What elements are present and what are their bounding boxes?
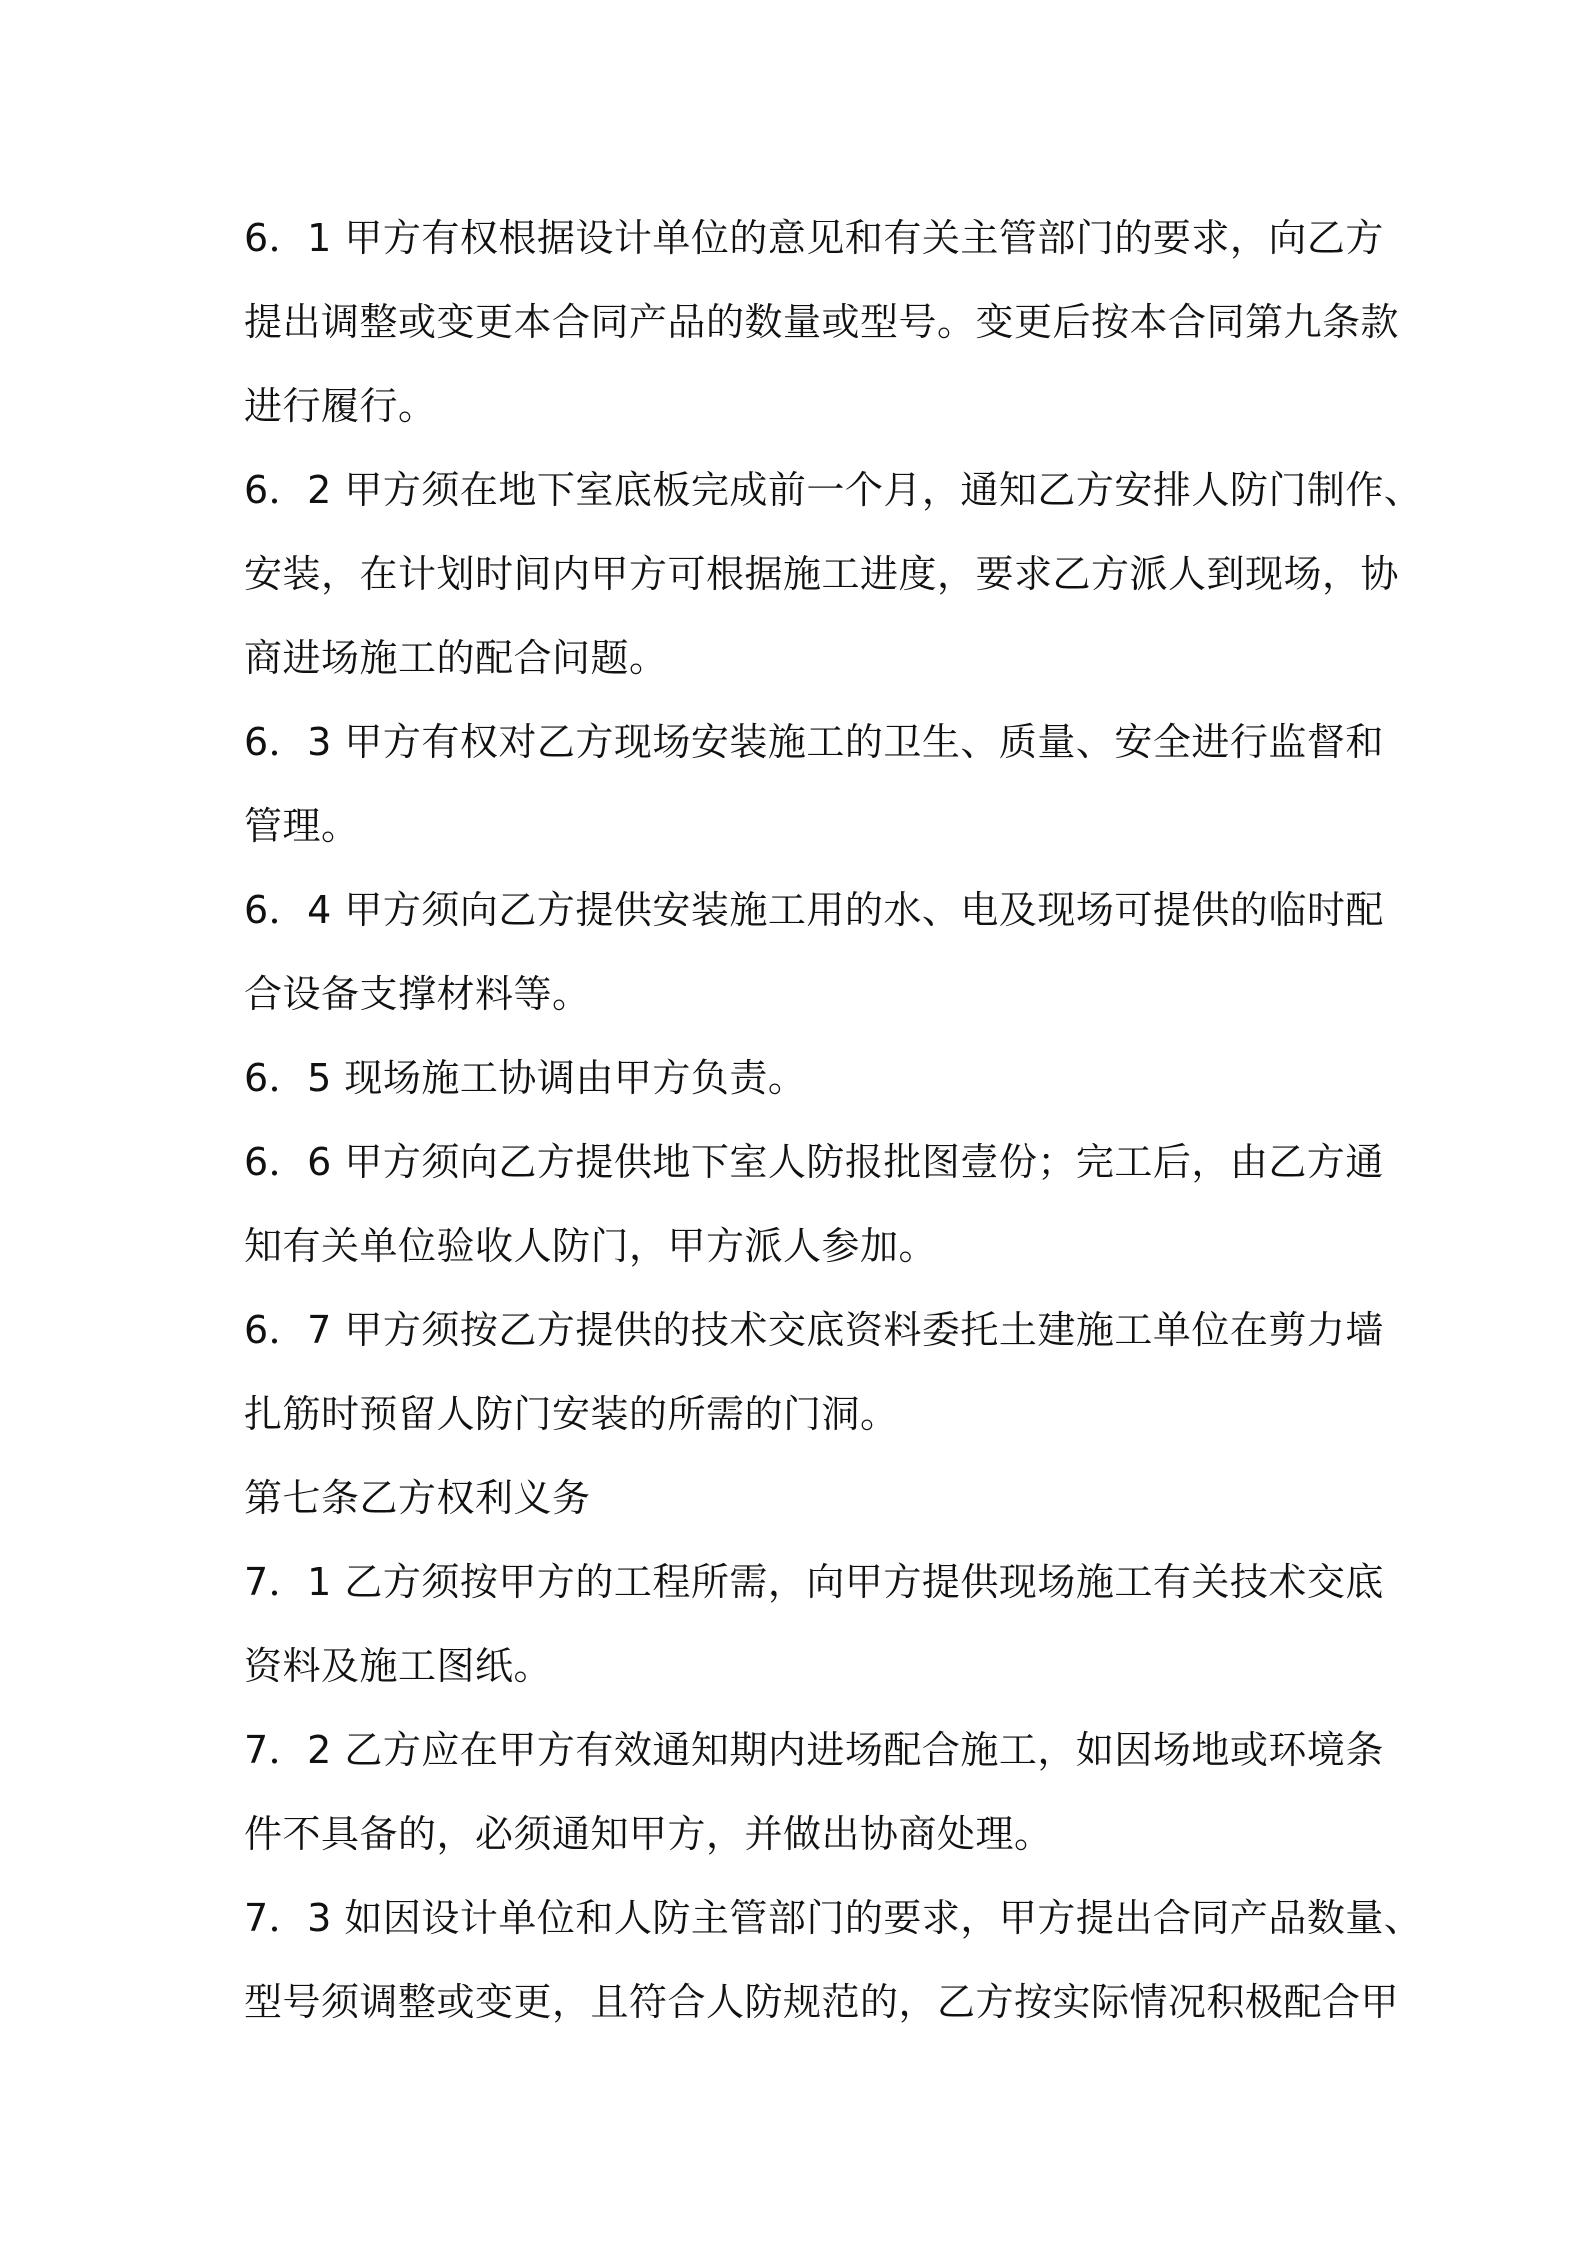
- text-line: 6．4 甲方须向乙方提供安装施工用的水、电及现场可提供的临时配: [244, 888, 1384, 932]
- text-line: 合设备支撑材料等。: [244, 972, 591, 1016]
- text-line: 6．5 现场施工协调由甲方负责。: [244, 1056, 807, 1100]
- text-line: 7．3 如因设计单位和人防主管部门的要求，甲方提出合同产品数量、: [244, 1896, 1423, 1940]
- text-line: 商进场施工的配合问题。: [244, 636, 668, 680]
- text-line: 件不具备的，必须通知甲方，并做出协商处理。: [244, 1812, 1053, 1856]
- text-line: 安装，在计划时间内甲方可根据施工进度，要求乙方派人到现场，协: [244, 552, 1400, 596]
- text-line: 7．1 乙方须按甲方的工程所需，向甲方提供现场施工有关技术交底: [244, 1560, 1384, 1604]
- text-line: 6．1 甲方有权根据设计单位的意见和有关主管部门的要求，向乙方: [244, 216, 1384, 260]
- text-line: 6．7 甲方须按乙方提供的技术交底资料委托土建施工单位在剪力墙: [244, 1308, 1384, 1352]
- text-line: 进行履行。: [244, 384, 437, 428]
- text-line: 知有关单位验收人防门，甲方派人参加。: [244, 1224, 938, 1268]
- text-line: 6．2 甲方须在地下室底板完成前一个月，通知乙方安排人防门制作、: [244, 468, 1423, 512]
- text-line: 提出调整或变更本合同产品的数量或型号。变更后按本合同第九条款: [244, 300, 1400, 344]
- text-line: 6．3 甲方有权对乙方现场安装施工的卫生、质量、安全进行监督和: [244, 720, 1384, 764]
- text-line: 扎筋时预留人防门安装的所需的门洞。: [244, 1392, 899, 1436]
- text-line: 7．2 乙方应在甲方有效通知期内进场配合施工，如因场地或环境条: [244, 1728, 1384, 1772]
- text-line: 型号须调整或变更，且符合人防规范的，乙方按实际情况积极配合甲: [244, 1980, 1400, 2024]
- text-line: 管理。: [244, 804, 360, 848]
- text-line: 资料及施工图纸。: [244, 1644, 553, 1688]
- section-heading: 第七条乙方权利义务: [244, 1476, 591, 1520]
- text-line: 6．6 甲方须向乙方提供地下室人防报批图壹份；完工后，由乙方通: [244, 1140, 1384, 1184]
- document-body: [244, 196, 1423, 2044]
